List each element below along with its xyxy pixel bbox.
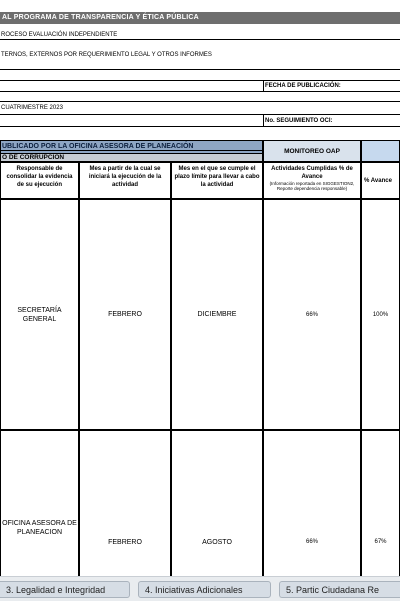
divider: [263, 80, 264, 91]
section-title-bar: [0, 140, 263, 151]
row1-start: FEBRERO: [79, 199, 171, 430]
row2-start: FEBRERO: [79, 430, 171, 576]
program-title-bar: [0, 12, 400, 24]
divider: [0, 101, 400, 102]
row1-activities: 66%: [263, 199, 361, 430]
header-start-month: Mes a partir de la cual se iniciará la ejecución de la actividad: [79, 162, 171, 199]
header-activities-note: (Información reportada en SIGGESTION2, Reporte dependencia responsable): [269, 181, 355, 191]
row1-responsible: SECRETARÍA GENERAL: [0, 199, 79, 430]
scope-text: TERNOS, EXTERNOS POR REQUERIMIENTO LEGAL Y OTROS INFORMES: [1, 52, 212, 58]
scope-cell: [0, 50, 400, 60]
header-end-month: Mes en el que se cumple el plazo límite para llevar a cabo la actividad: [171, 162, 263, 199]
row2-progress: 67%: [361, 430, 400, 576]
row2-activities: 66%: [263, 430, 361, 576]
period-text: CUATRIMESTRE 2023: [1, 105, 63, 111]
row1-end: DICIEMBRE: [171, 199, 263, 430]
header-responsible: Responsable de consolidar la evidencia de su ejecución: [0, 162, 79, 199]
process-cell: [0, 30, 400, 40]
sheet-tab-bar: [0, 576, 400, 601]
monitor-label: MONITOREO OAP: [284, 147, 340, 155]
row2-end: AGOSTO: [171, 430, 263, 576]
tab-iniciativas-adicionales[interactable]: 4. Iniciativas Adicionales: [138, 581, 271, 598]
monitor-header: [263, 140, 361, 162]
row2-responsible: OFICINA ASESORA DE PLANEACION: [0, 430, 79, 576]
header-activities: Actividades Cumplidas % de Avance (Información reportada en SIGGESTION2, Reporte dependencia responsable): [263, 162, 361, 199]
program-title: AL PROGRAMA DE TRANSPARENCIA Y ÉTICA PÚBLICA: [2, 14, 199, 21]
tab-legalidad-integridad[interactable]: 3. Legalidad e Integridad: [0, 581, 130, 598]
divider: [0, 69, 400, 70]
monitor-extra-header: [361, 140, 400, 162]
section-title: UBLICADO POR LA OFICINA ASESORA DE PLANEACIÓN: [2, 143, 194, 150]
subsection-title: O DE CORRUPCIÓN: [2, 154, 65, 161]
divider: [263, 114, 264, 126]
row1-progress: 100%: [361, 199, 400, 430]
followup-label: No. SEGUIMIENTO OCI:: [265, 118, 333, 124]
subsection-title-cell: [0, 153, 263, 162]
process-text: ROCESO EVALUACIÓN INDEPENDIENTE: [1, 32, 118, 38]
period-cell: [0, 103, 260, 113]
header-progress: % Avance: [361, 162, 400, 199]
tab-participacion-ciudadana[interactable]: 5. Partic Ciudadana Re: [279, 581, 400, 598]
publication-date-label: FECHA DE PUBLICACIÓN:: [265, 83, 341, 89]
divider: [0, 91, 400, 92]
divider: [0, 114, 400, 115]
divider: [0, 126, 400, 127]
